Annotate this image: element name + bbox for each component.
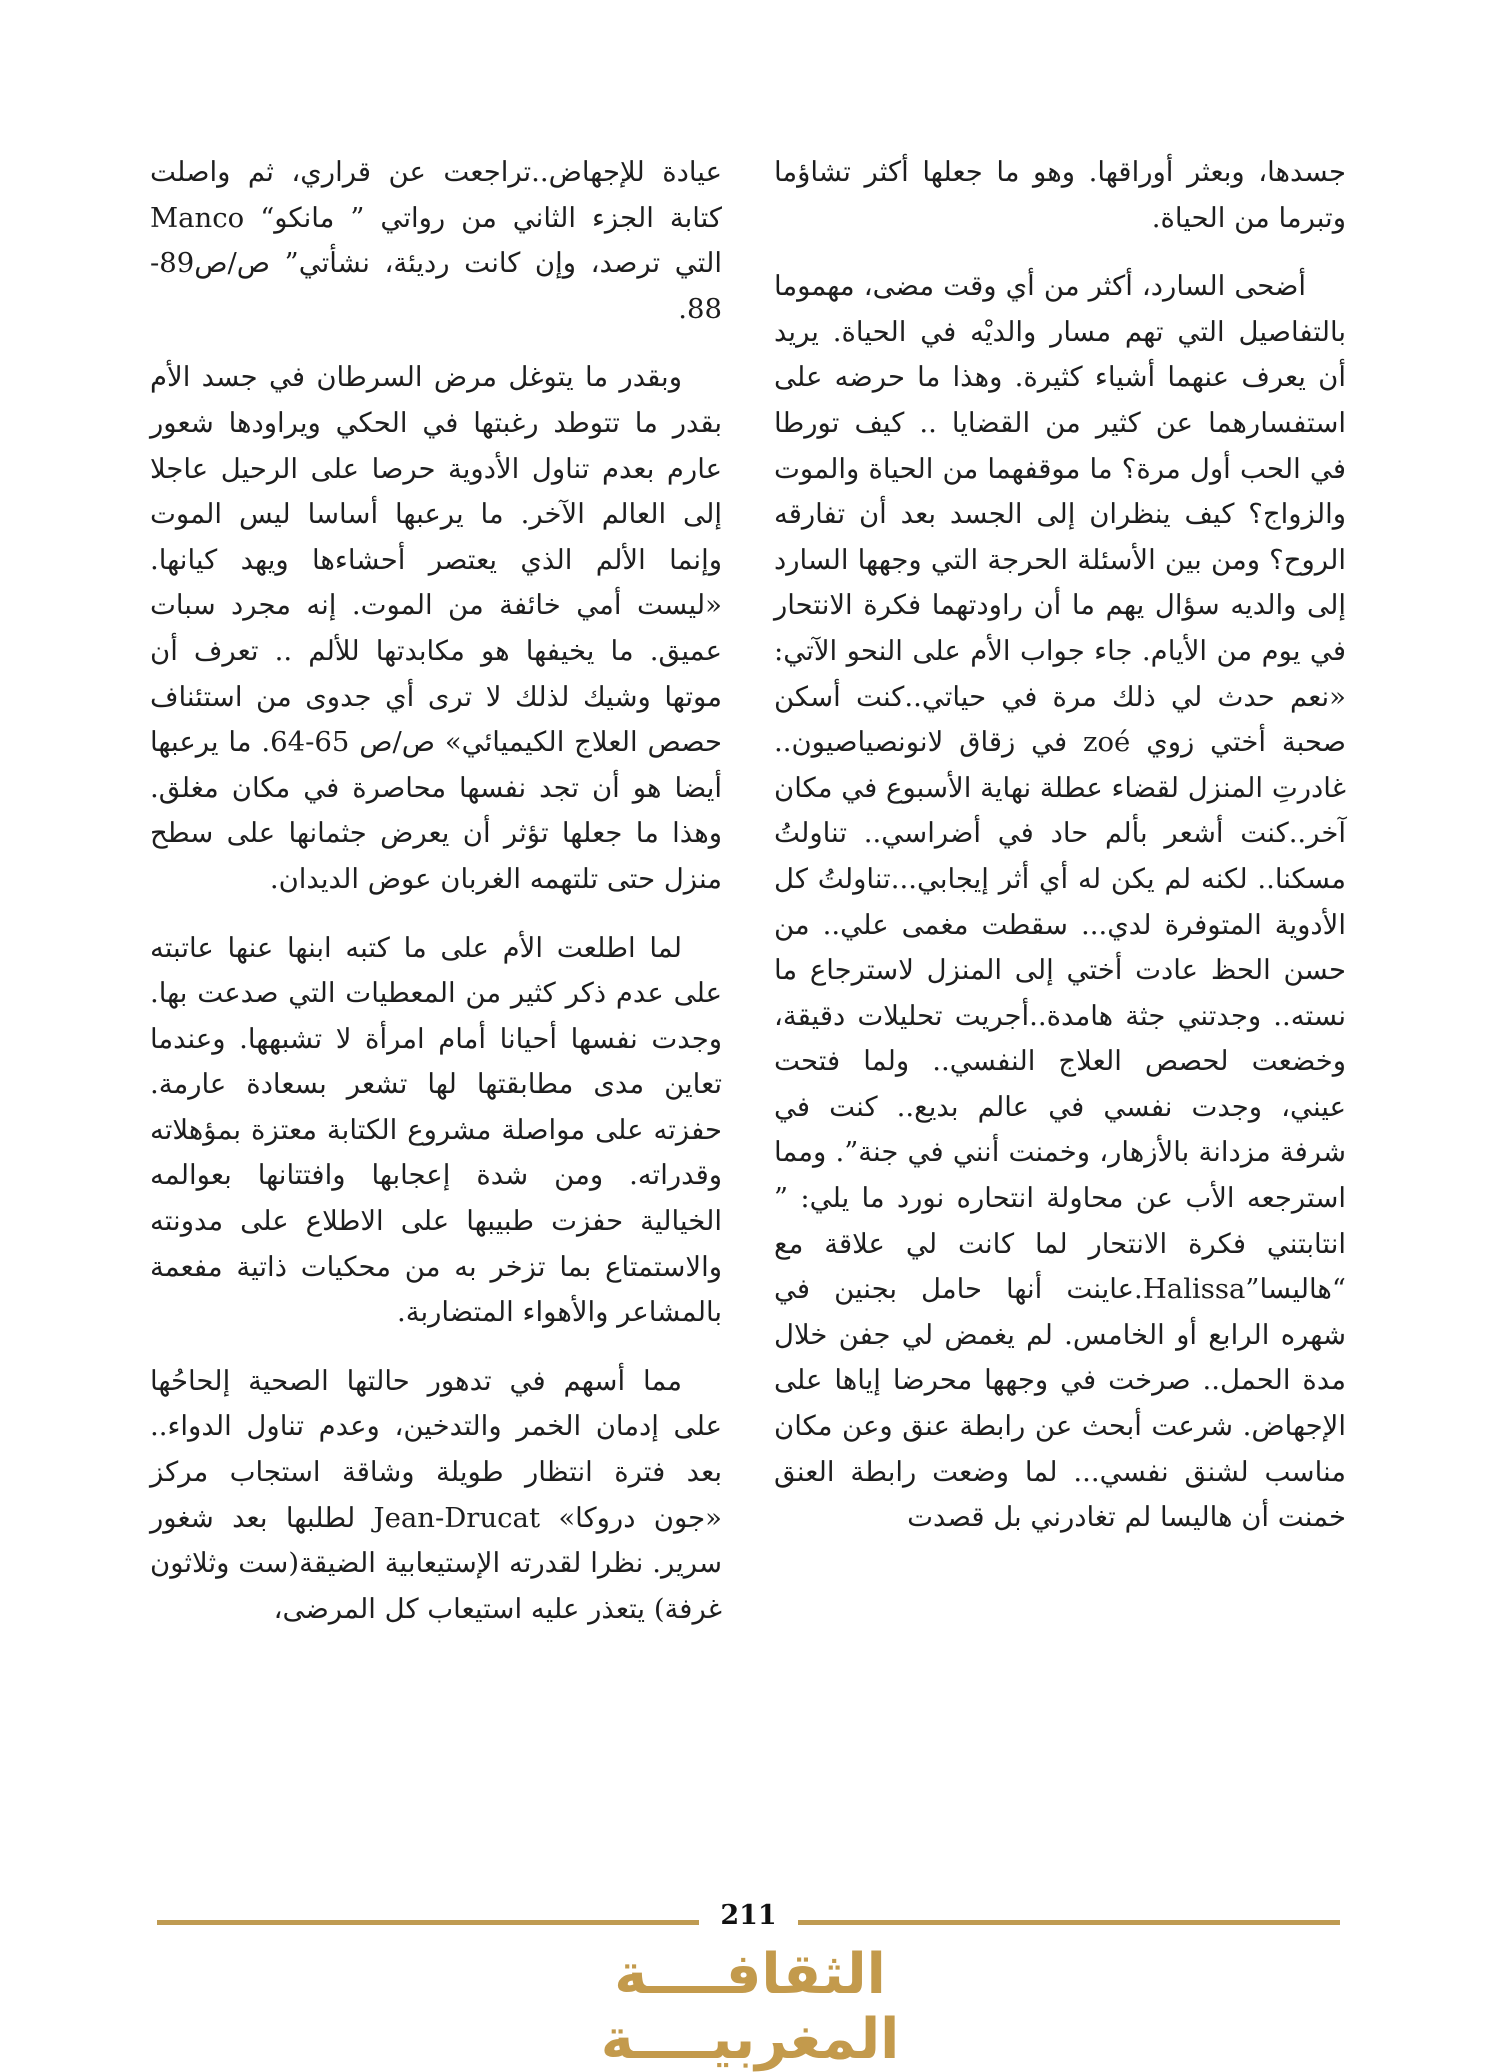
paragraph: عيادة للإجهاض..تراجعت عن قراري، ثم واصلت كتابة الجزء الثاني من رواتي ” مانكو“ Manco التي ترصد، وإن كانت رديئة، نشأتي” ص/ص89-88. — [150, 156, 722, 325]
paragraph: وبقدر ما يتوغل مرض السرطان في جسد الأم بقدر ما تتوطد رغبتها في الحكي ويراودها شعور عارم بعدم تناول الأدوية حرصا على الرحيل عاجلا إلى العالم الآخر. ما يرعبها أساسا ليس الموت وإنما الألم الذي يعتصر أحشاءها ويهد كيانها. «ليست أمي خائفة من الموت. إنه مجرد سبات عميق. ما يخيفها هو مكابدتها للألم .. تعرف أن موتها وشيك لذلك لا ترى أي جدوى من استئناف حصص العلاج الكيميائي» ص/ص 65-64. ما يرعبها أيضا هو أن تجد نفسها محاصرة في مكان مغلق. وهذا ما جعلها تؤثر أن يعرض جثمانها على سطح منزل حتى تلتهمه الغربان عوض الديدان. — [150, 361, 722, 895]
paragraph: لما اطلعت الأم على ما كتبه ابنها عنها عاتبته على عدم ذكر كثير من المعطيات التي صدعت بها. وجدت نفسها أحيانا أمام امرأة لا تشبهها. وعندما تعاين مدى مطابقتها لها تشعر بسعادة عارمة. حفزته على مواصلة مشروع الكتابة معتزة بمؤهلاته وقدراته. ومن شدة إعجابها وافتتانها بعوالمه الخيالية حفزت طبيبها على الاطلاع على مدونته والاستمتاع بما تزخر به من محكيات ذاتية مفعمة بالمشاعر والأهواء المتضاربة. — [150, 931, 722, 1329]
paragraph: جسدها، وبعثر أوراقها. وهو ما جعلها أكثر تشاؤما وتبرما من الحياة. — [774, 156, 1346, 234]
magazine-title: الثقافــــة المغربيــــة — [600, 1942, 900, 2072]
left-text-column — [150, 150, 722, 1655]
paragraph: أضحى السارد، أكثر من أي وقت مضى، مهموما بالتفاصيل التي تهم مسار والديْه في الحياة. يريد أن يعرف عنهما أشياء كثيرة. وهذا ما حرضه على استفسارهما عن كثير من القضايا .. كيف تورطا في الحب أول مرة؟ ما موقفهما من الحياة والموت والزواج؟ كيف ينظران إلى الجسد بعد أن تفارقه الروح؟ ومن بين الأسئلة الحرجة التي وجهها السارد إلى والديه سؤال يهم ما أن راودتهما فكرة الانتحار في يوم من الأيام. جاء جواب الأم على النحو الآتي: «نعم حدث لي ذلك مرة في حياتي..كنت أسكن صحبة أختي زوي zoé في زقاق لانونصياصيون.. غادرتِ المنزل لقضاء عطلة نهاية الأسبوع في مكان آخر..كنت أشعر بألم حاد في أضراسي.. تناولتُ مسكنا.. لكنه لم يكن له أي أثر إيجابي...تناولتُ كل الأدوية المتوفرة لدي... سقطت مغمى علي.. من حسن الحظ عادت أختي إلى المنزل لاسترجاع ما نسته.. وجدتني جثة هامدة..أجريت تحليلات دقيقة، وخضعت لحصص العلاج النفسي.. ولما فتحت عيني، وجدت نفسي في عالم بديع.. كنت في شرفة مزدانة بالأزهار، وخمنت أنني في جنة”. ومما استرجعه الأب عن محاولة انتحاره نورد ما يلي: ” انتابتني فكرة الانتحار لما كانت لي علاقة مع “هاليسا”Halissa.عاينت أنها حامل بجنين في شهره الرابع أو الخامس. لم يغمض لي جفن خلال مدة الحمل.. صرخت في وجهها محرضا إياها على الإجهاض. شرعت أبحث عن رابطة عنق وعن مكان مناسب لشنق نفسي... لما وضعت رابطة العنق خمنت أن هاليسا لم تغادرني بل قصدت — [774, 270, 1346, 1534]
paragraph: مما أسهم في تدهور حالتها الصحية إلحاحُها على إدمان الخمر والتدخين، وعدم تناول الدواء.. بعد فترة انتظار طويلة وشاقة استجاب مركز «جون دروكا» Jean-Drucat لطلبها بعد شغور سرير. نظرا لقدرته الإستيعابية الضيقة(ست وثلاثون غرفة) يتعذر عليه استيعاب كل المرضى، — [150, 1364, 722, 1625]
page-number: 211 — [720, 1900, 777, 1931]
right-text-column — [774, 150, 1346, 1564]
